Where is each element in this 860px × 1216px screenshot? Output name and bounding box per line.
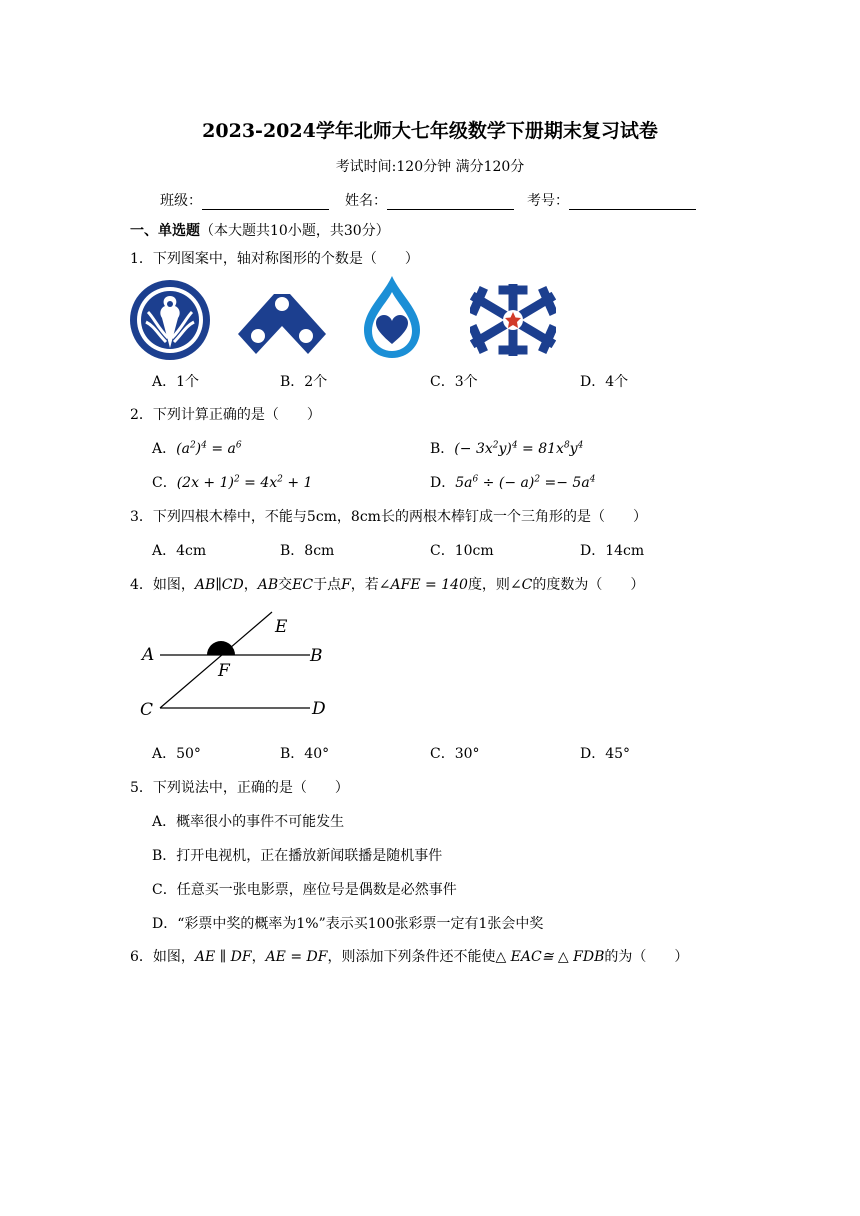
math-expression: $(a^2)^4 = a^6$ [176, 440, 242, 457]
page-title: 2023-2024学年北师大七年级数学下册期末复习试卷 [202, 120, 658, 142]
name-blank [387, 193, 514, 210]
class-blank [202, 193, 329, 210]
option-prefix: D． [430, 475, 456, 491]
question-3-option-d[interactable]: D．14cm [580, 543, 645, 559]
question-2-option-b[interactable] [430, 438, 583, 458]
question-3-option-b[interactable]: B．8cm [280, 543, 335, 559]
exam-no-blank [569, 193, 696, 210]
line-ce [160, 612, 272, 708]
question-3-option-c[interactable]: C．10cm [430, 543, 494, 559]
snowflake-star-icon [470, 284, 556, 356]
label-a: A [142, 645, 155, 665]
parallel-lines-figure [130, 604, 340, 722]
question-1-option-c[interactable]: C．3个 [430, 374, 478, 390]
question-5-option-d[interactable]: D．“彩票中奖的概率为1%”表示买100张彩票一定有1张会中奖 [152, 916, 544, 932]
question-2-option-d[interactable] [430, 472, 595, 492]
question-4-option-a[interactable]: A．50° [152, 746, 201, 762]
question-1-option-d[interactable]: D．4个 [580, 374, 629, 390]
question-3-stem: 3．下列四根木棒中，不能与5cm，8cm长的两根木棒钉成一个三角形的是（ ） [130, 509, 647, 525]
label-e: E [275, 617, 288, 637]
triangle-holes-icon [238, 294, 326, 356]
section-heading [130, 220, 390, 240]
question-5-stem: 5．下列说法中，正确的是（ ） [130, 780, 349, 796]
label-f: F [218, 661, 230, 681]
exam-no-label: 考号： [527, 193, 569, 209]
exam-no-field [527, 190, 696, 210]
label-d: D [312, 699, 326, 719]
question-2-stem: 2．下列计算正确的是（ ） [130, 407, 321, 423]
name-label: 姓名： [345, 193, 387, 209]
question-5-option-b[interactable]: B．打开电视机，正在播放新闻联播是随机事件 [152, 848, 443, 864]
math-expression: $5a^6$ ÷ (− $a)^2 =- 5a^4$ [455, 474, 596, 491]
question-4-stem: 4．如图，AB∥CD，AB交EC于点F，若∠AFE = 140度，则∠C的度数为（ ） [130, 577, 645, 593]
phoenix-emblem-icon [128, 278, 212, 362]
label-c: C [140, 700, 154, 720]
math-expression: (− $3x^2y)^4 = 81x^8y^4$ [454, 440, 584, 457]
question-5-option-a[interactable]: A．概率很小的事件不可能发生 [152, 814, 345, 830]
question-1-option-a[interactable]: A．1个 [152, 374, 200, 390]
angle-afe-mark [207, 641, 235, 655]
question-4-option-d[interactable]: D．45° [580, 746, 631, 762]
water-drop-heart-icon [362, 274, 422, 360]
section-title: 一、单选题 [130, 223, 200, 239]
option-prefix: B． [430, 441, 455, 457]
class-field [160, 190, 329, 210]
question-2-option-a[interactable] [152, 438, 242, 458]
question-3-option-a[interactable]: A．4cm [152, 543, 207, 559]
label-b: B [310, 646, 323, 666]
option-prefix: C． [152, 475, 177, 491]
math-expression: $(2x + 1)^2 = 4x^2 + 1$ [176, 474, 313, 491]
question-1-stem: 1．下列图案中，轴对称图形的个数是（ ） [130, 251, 419, 267]
question-5-option-c[interactable]: C．任意买一张电影票，座位号是偶数是必然事件 [152, 882, 457, 898]
class-label: 班级： [160, 193, 202, 209]
question-4-option-b[interactable]: B．40° [280, 746, 330, 762]
question-4-option-c[interactable]: C．30° [430, 746, 480, 762]
option-prefix: A． [152, 441, 177, 457]
question-2-option-c[interactable] [152, 472, 312, 492]
exam-meta: 考试时间:120分钟 满分120分 [335, 159, 525, 175]
name-field [345, 190, 514, 210]
question-6-stem: 6．如图，AE ∥ DF，AE = DF，则添加下列条件还不能使△ EAC≅ △ FDB的为（ ） [130, 949, 689, 965]
question-1-option-b[interactable]: B．2个 [280, 374, 328, 390]
section-note: （本大题共10小题，共30分） [200, 223, 390, 239]
